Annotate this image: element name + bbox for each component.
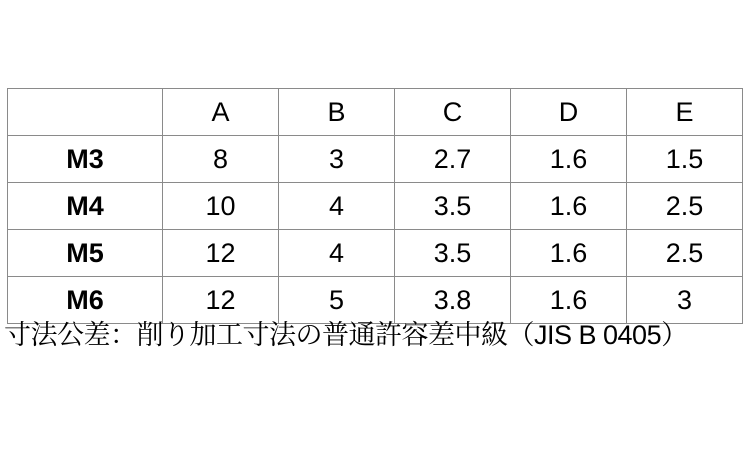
cell-m6-b: 5 — [279, 277, 395, 324]
table-corner-cell — [8, 89, 163, 136]
column-header-a: A — [163, 89, 279, 136]
cell-m5-a: 12 — [163, 230, 279, 277]
cell-m3-c: 2.7 — [395, 136, 511, 183]
cell-m5-d: 1.6 — [511, 230, 627, 277]
column-header-b: B — [279, 89, 395, 136]
row-label-m6: M6 — [8, 277, 163, 324]
table-row — [8, 277, 743, 324]
column-header-c: C — [395, 89, 511, 136]
column-header-d: D — [511, 89, 627, 136]
row-label-m3: M3 — [8, 136, 163, 183]
cell-m5-c: 3.5 — [395, 230, 511, 277]
cell-m4-e: 2.5 — [627, 183, 743, 230]
cell-m4-d: 1.6 — [511, 183, 627, 230]
cell-m3-a: 8 — [163, 136, 279, 183]
dimension-table — [7, 88, 743, 324]
cell-m3-b: 3 — [279, 136, 395, 183]
cell-m4-c: 3.5 — [395, 183, 511, 230]
cell-m6-c: 3.8 — [395, 277, 511, 324]
table-header — [8, 89, 743, 136]
cell-m6-a: 12 — [163, 277, 279, 324]
row-label-m5: M5 — [8, 230, 163, 277]
cell-m5-e: 2.5 — [627, 230, 743, 277]
cell-m4-a: 10 — [163, 183, 279, 230]
cell-m6-e: 3 — [627, 277, 743, 324]
row-label-m4: M4 — [8, 183, 163, 230]
table-body — [8, 136, 743, 324]
cell-m4-b: 4 — [279, 183, 395, 230]
column-header-e: E — [627, 89, 743, 136]
table-header-row — [8, 89, 743, 136]
table-row — [8, 136, 743, 183]
table-row — [8, 230, 743, 277]
table-row — [8, 183, 743, 230]
cell-m6-d: 1.6 — [511, 277, 627, 324]
tolerance-note: 寸法公差：削り加工寸法の普通許容差中級（JIS B 0405） — [4, 320, 688, 350]
cell-m5-b: 4 — [279, 230, 395, 277]
cell-m3-d: 1.6 — [511, 136, 627, 183]
cell-m3-e: 1.5 — [627, 136, 743, 183]
